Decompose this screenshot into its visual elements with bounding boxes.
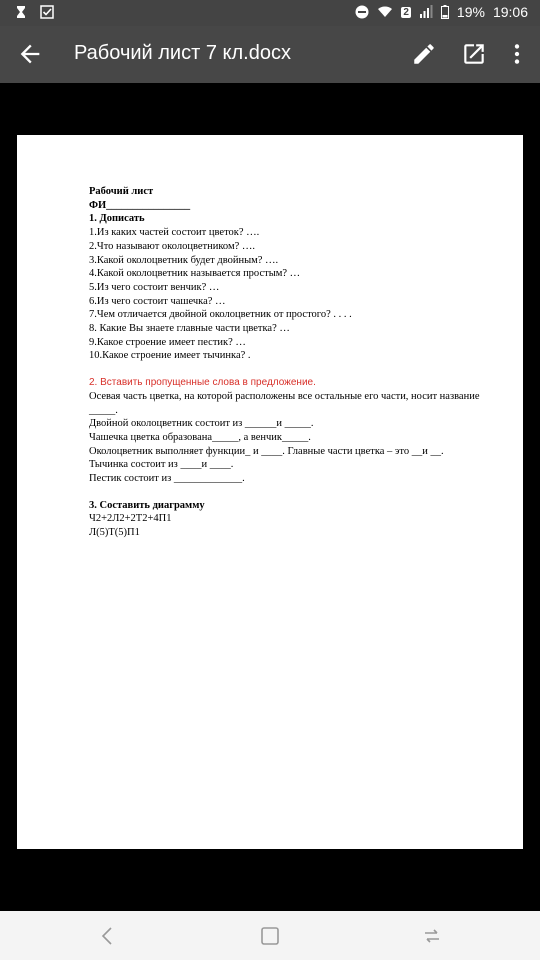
open-in-new-icon[interactable]: [461, 41, 487, 67]
fill-in-sentence: Тычинка состоит из ____и ____.: [89, 459, 234, 471]
app-bar: [0, 26, 540, 83]
wifi-icon: [377, 5, 393, 19]
flower-formula: Ч2+2Л2+2Т2+4П1: [89, 513, 172, 525]
hourglass-icon: [14, 5, 28, 19]
checkbox-notification-icon: [40, 5, 54, 19]
question: 5.Из чего состоит венчик? …: [89, 281, 220, 293]
more-options-icon[interactable]: [504, 41, 530, 67]
back-arrow-icon[interactable]: [16, 40, 44, 68]
question: 10.Какое строение имеет тычинка? .: [89, 350, 251, 362]
section-1-title: 1. Дописать: [89, 213, 145, 225]
document-page[interactable]: [17, 135, 523, 849]
nav-recents-icon[interactable]: [420, 924, 444, 948]
question: 2.Что называют околоцветником? ….: [89, 240, 256, 252]
flower-formula: Л(5)Т(5)П1: [89, 527, 140, 539]
document-viewer[interactable]: [0, 83, 540, 911]
edit-pencil-icon[interactable]: [411, 41, 437, 67]
sim-badge: 2: [403, 6, 409, 18]
fill-in-sentence: Осевая часть цветка, на которой расположены все остальные его части, носит название _____.: [89, 390, 480, 416]
question: 9.Какое строение имеет пестик? …: [89, 336, 246, 348]
do-not-disturb-icon: [355, 5, 369, 19]
question: 3.Какой околоцветник будет двойным? ….: [89, 254, 279, 266]
question: 6.Из чего состоит чашечка? …: [89, 295, 226, 307]
signal-icon: [419, 5, 433, 19]
question: 4.Какой околоцветник называется простым? …: [89, 268, 301, 280]
question: 7.Чем отличается двойной околоцветник от простого? . . . .: [89, 309, 352, 321]
battery-percent: 19%: [456, 4, 485, 20]
battery-icon: [441, 5, 449, 19]
document-title: Рабочий лист 7 кл.docx: [74, 42, 291, 64]
nav-home-icon[interactable]: [258, 924, 282, 948]
status-bar: [0, 0, 540, 26]
document-body: [89, 185, 489, 540]
clock: 19:06: [492, 4, 528, 20]
question: 8. Какие Вы знаете главные части цветка? …: [89, 323, 290, 335]
system-nav-bar: [0, 911, 540, 960]
fill-in-sentence: Околоцветник выполняет функции_ и ____. Главные части цветка – это __и __.: [89, 445, 444, 457]
fill-in-sentence: Пестик состоит из _____________.: [89, 473, 245, 485]
question: 1.Из каких частей состоит цветок? ….: [89, 227, 260, 239]
section-3-title: 3. Составить диаграмму: [89, 499, 205, 511]
fill-in-sentence: Двойной околоцветник состоит из ______и _____.: [89, 418, 314, 430]
doc-heading: Рабочий лист: [89, 186, 154, 197]
section-2-title: 2. Вставить пропущенные слова в предложение.: [89, 377, 316, 389]
nav-back-icon[interactable]: [96, 924, 120, 948]
name-field-line: ФИ________________: [89, 199, 191, 211]
fill-in-sentence: Чашечка цветка образована_____, а венчик_____.: [89, 431, 311, 443]
